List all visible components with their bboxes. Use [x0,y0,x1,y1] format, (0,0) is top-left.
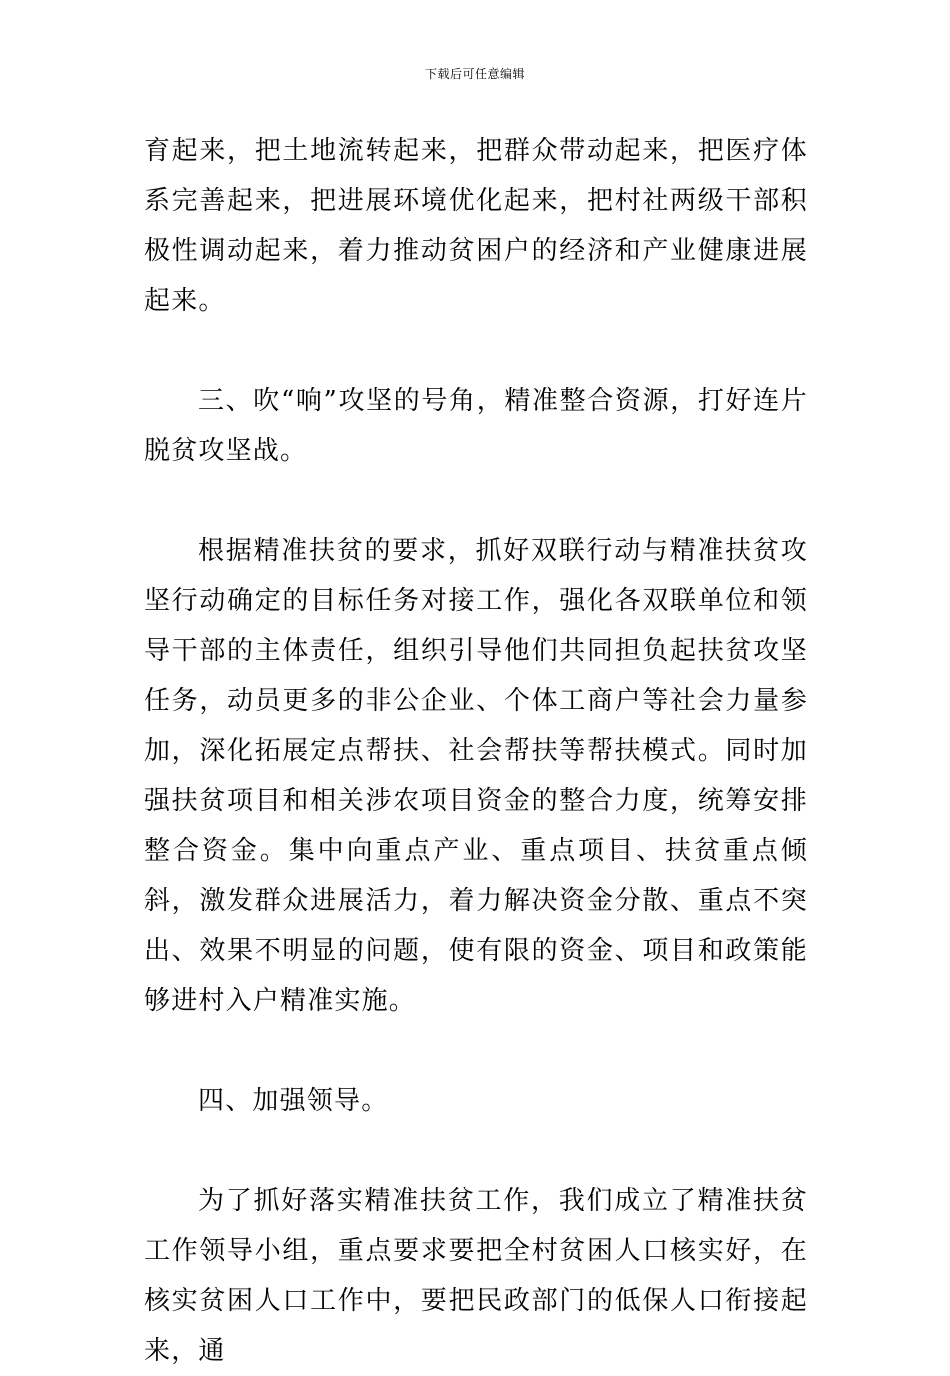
paragraph-gap [144,1126,808,1176]
section-heading-three: 三、吹“响”攻坚的号角，精准整合资源，打好连片脱贫攻坚战。 [144,386,808,466]
paragraph-gap [144,1026,808,1076]
paragraph-gap [144,476,808,526]
paragraph-leadership: 为了抓好落实精准扶贫工作，我们成立了精准扶贫工作领导小组，重点要求要把全村贫困人口核实好，在核实贫困人口工作中，要把民政部门的低保人口衔接起来，通 [144,1186,808,1366]
section-heading-four: 四、加强领导。 [198,1086,389,1116]
paragraph-gap [144,326,808,376]
document-body [144,126,808,1376]
paragraph-resources: 根据精准扶贫的要求，抓好双联行动与精准扶贫攻坚行动确定的目标任务对接工作，强化各双联单位和领导干部的主体责任，组织引导他们共同担负起扶贫攻坚任务，动员更多的非公企业、个体工商户等社会力量参加，深化拓展定点帮扶、社会帮扶等帮扶模式。同时加强扶贫项目和相关涉农项目资金的整合力度，统筹安排整合资金。集中向重点产业、重点项目、扶贫重点倾斜，激发群众进展活力，着力解决资金分散、重点不突出、效果不明显的问题，使有限的资金、项目和政策能够进村入户精准实施。 [144,536,808,1016]
paragraph-continuation: 育起来，把土地流转起来，把群众带动起来，把医疗体系完善起来，把进展环境优化起来，把村社两级干部积极性调动起来，着力推动贫困户的经济和产业健康进展起来。 [144,136,808,316]
page-header-note: 下载后可任意编辑 [424,67,525,81]
